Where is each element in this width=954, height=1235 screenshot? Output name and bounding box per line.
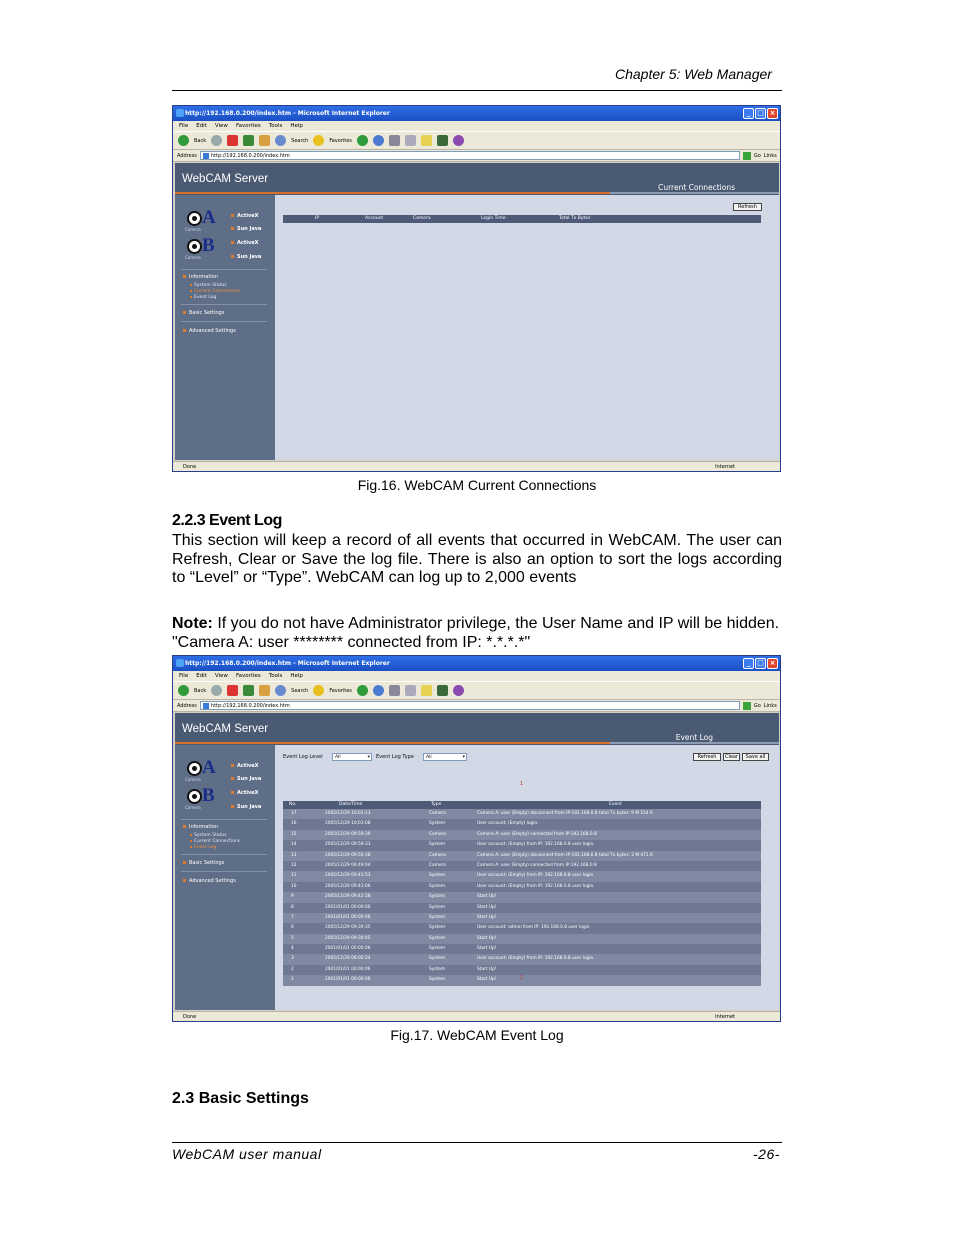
go-button[interactable]: Go [753,702,761,709]
title-bar [173,656,780,671]
camera-a-activex[interactable]: ActiveX [231,763,258,769]
cell-type: Camera [429,811,446,816]
cell-datetime: 2005/12/29 09:43:53 [325,873,371,879]
cell-datetime: 2005/12/29 09:49:04 [325,862,371,868]
status-done: Done [183,464,197,470]
camera-eye-icon [187,761,202,776]
cell-event: User account: admin from IP: 192.168.0.8 user login. [477,925,591,931]
table-row [283,892,761,902]
note-example: "Camera A: user ******** connected from IP: *.*.*.*" [172,634,531,651]
status-bar [173,1011,780,1021]
table-row [283,965,761,975]
event-log-description: This section will keep a record of all events that occurred in WebCAM. The user can Refresh, Clear or Save the log file. There is also an option to sort the logs according to “Level” or “Type”. WebCAM can log up to 2,000 events [172,532,782,586]
sidebar-item-event-log[interactable]: Event Log [190,295,216,300]
col-login-time: Login Time [481,216,506,221]
cell-event: Start Up! [477,904,497,910]
cell-type: System [429,894,446,900]
banner-accent-right [610,192,779,194]
menu-file[interactable]: File [179,673,189,679]
cell-datetime: 2001/01/01 00:00:06 [325,914,371,920]
menu-view[interactable]: View [214,673,228,679]
history-icon[interactable] [373,685,384,696]
sidebar [175,745,275,1010]
folder-icon[interactable] [421,135,432,146]
cell-type: System [429,821,446,827]
camera-b-logo: B Camera [185,235,215,260]
sidebar-divider [181,304,267,305]
messenger-icon[interactable] [437,685,448,696]
cell-no: 11 [291,873,297,879]
cell-no: 3 [291,956,294,962]
menu-edit[interactable]: Edit [196,673,207,679]
sidebar [175,195,275,460]
address-label: Address [177,152,197,159]
cell-event: User account: (Empty) login. [477,821,539,827]
cell-event: Start Up! [477,946,497,952]
back-label[interactable]: Back [194,687,207,694]
search-label[interactable]: Search [291,687,309,694]
favorites-label[interactable]: Favorites [329,137,352,144]
status-done: Done [183,1014,197,1020]
col-no: No. [289,802,297,807]
cell-datetime: 2001/01/01 00:00:06 [325,977,371,983]
table-row [283,809,761,819]
refresh-button[interactable]: Refresh [733,203,762,211]
col-event: Event [609,802,622,807]
home-icon[interactable] [259,685,270,696]
status-zone: Internet [715,1014,735,1020]
cell-event: User account: (Empty) from IP: 192.168.0.8 user login. [477,873,595,879]
menu-file[interactable]: File [179,123,189,129]
event-type-select[interactable]: All ▾ [423,753,467,761]
sidebar-item-system-status[interactable]: System Status [190,283,227,288]
camera-eye-icon [187,211,202,226]
cell-no: 4 [291,946,294,952]
status-zone: Internet [715,464,735,470]
camera-eye-icon [187,789,202,804]
links-label[interactable]: Links [763,702,777,709]
table-row [283,851,761,861]
col-account: Account [365,216,384,221]
page-content [175,713,779,1010]
favorites-icon[interactable] [313,685,324,696]
banner-accent-right [610,742,779,744]
cell-no: 13 [291,852,297,858]
cell-event: Camera A: user (Empty) disconnect from IP:192.168.0.8 total Tx bytes: 9 M 154 K [477,811,653,816]
go-icon[interactable] [743,702,751,710]
sidebar-item-information[interactable]: Information [183,824,218,830]
cell-type: System [429,977,446,983]
chapter-header: Chapter 5: Web Manager [615,66,772,82]
stop-icon[interactable] [227,685,238,696]
footer-manual-title: WebCAM user manual [172,1146,322,1162]
print-icon[interactable] [405,135,416,146]
address-input[interactable]: http://192.168.0.200/index.htm [200,151,740,160]
note-text: If you do not have Administrator privilege, the User Name and IP will be hidden. [212,615,780,632]
col-type: Type [431,802,442,807]
cell-event: Start Up! [477,935,497,941]
camera-eye-icon [187,239,202,254]
app-banner [175,713,779,745]
cell-no: 6 [291,925,294,931]
cell-event: User account: (Empty) from IP: 192.168.0.8 user login. [477,842,595,848]
cell-no: 9 [291,894,294,900]
cell-datetime: 2005/12/29 08:00:24 [325,956,371,962]
table-row [283,819,761,829]
table-row [283,913,761,923]
sidebar-item-event-log[interactable]: Event Log [190,845,216,850]
fig16-caption: Fig.16. WebCAM Current Connections [357,477,597,493]
minimize-icon[interactable]: _ [743,108,754,119]
window-title: http://192.168.0.200/index.htm - Microsoft Internet Explorer [185,660,390,667]
menu-tools[interactable]: Tools [268,123,283,129]
media-icon[interactable] [357,685,368,696]
sidebar-divider [181,819,267,820]
history-icon[interactable] [373,135,384,146]
cell-type: System [429,873,446,879]
cell-event: User account: (Empty) from IP: 192.168.0.8 user login. [477,956,595,962]
go-icon[interactable] [743,152,751,160]
sidebar-divider [181,269,267,270]
camera-a-activex[interactable]: ActiveX [231,213,258,219]
table-row [283,861,761,871]
cell-datetime: 2001/01/01 00:00:06 [325,904,371,910]
col-ip: IP [315,216,320,221]
table-row [283,954,761,964]
save-all-button[interactable]: Save all [742,753,769,761]
cell-event: Camera A: user (Empty) connected from IP:192.168.0.8 [477,862,597,868]
sidebar-item-basic-settings[interactable]: Basic Settings [183,860,224,866]
cell-datetime: 2005/12/29 09:42:58 [325,894,371,900]
favorites-label[interactable]: Favorites [329,687,352,694]
app-title: WebCAM Server [182,723,269,735]
cell-datetime: 2005/12/29 10:03:23 [325,811,371,816]
favorites-icon[interactable] [313,135,324,146]
home-icon[interactable] [259,135,270,146]
col-camera: Camera [413,216,431,221]
clear-button[interactable]: Clear [724,754,739,760]
table-row [283,923,761,933]
browser-toolbar [173,681,780,700]
cell-type: Camera [429,862,446,868]
research-icon[interactable] [453,135,464,146]
sidebar-item-information[interactable]: Information [183,274,218,280]
page-number-top[interactable]: 1 [520,781,524,787]
menu-edit[interactable]: Edit [196,123,207,129]
browser-window-fig16 [172,105,781,472]
sidebar-item-current-connections[interactable]: Current Connections [190,839,240,844]
search-icon[interactable] [275,685,286,696]
forward-icon[interactable] [211,135,222,146]
back-icon[interactable] [178,135,189,146]
search-icon[interactable] [275,135,286,146]
cell-event: Start Up! [477,894,497,900]
cell-no: 10 [291,883,297,889]
cell-event: Start Up! [477,977,497,983]
banner-accent [175,742,610,744]
page-number-bottom[interactable]: 1 [520,975,524,981]
cell-type: System [429,946,446,952]
mail-icon[interactable] [389,685,400,696]
cell-datetime: 2005/12/29 09:39:35 [325,925,371,931]
folder-icon[interactable] [421,685,432,696]
cell-event: Start Up! [477,914,497,920]
cell-type: System [429,904,446,910]
browser-toolbar [173,131,780,150]
cell-type: System [429,935,446,941]
menu-favorites[interactable]: Favorites [235,123,261,129]
note-paragraph [172,614,792,652]
banner-accent [175,192,610,194]
cell-no: 8 [291,904,294,910]
table-header [283,801,761,809]
research-icon[interactable] [453,685,464,696]
menu-tools[interactable]: Tools [268,673,283,679]
cell-type: System [429,842,446,848]
address-label: Address [177,702,197,709]
connections-table-header [283,215,761,223]
table-row [283,830,761,840]
cell-no: 7 [291,914,294,920]
cell-datetime: 2005/12/29 09:59:33 [325,842,371,848]
stop-icon[interactable] [227,135,238,146]
footer-rule [172,1142,782,1143]
cell-no: 14 [291,842,297,848]
close-icon[interactable]: × [767,658,778,669]
print-icon[interactable] [405,685,416,696]
table-row [283,882,761,892]
footer-page-number: -26- [753,1146,780,1162]
cell-type: System [429,883,446,889]
title-bar [173,106,780,121]
event-level-label: Event Log Level [283,754,323,760]
section-heading-event-log: 2.2.3 Event Log [172,512,282,529]
ie-icon [176,109,184,117]
minimize-icon[interactable]: _ [743,658,754,669]
table-row [283,944,761,954]
camera-a-logo: A Camera [185,757,216,782]
sidebar-item-system-status[interactable]: System Status [190,833,227,838]
fig17-caption: Fig.17. WebCAM Event Log [390,1027,564,1043]
cell-type: System [429,914,446,920]
cell-event: Start Up! [477,966,497,972]
camera-a-sunjava[interactable]: Sun Java [231,776,261,782]
camera-a-sunjava[interactable]: Sun Java [231,226,261,232]
window-title: http://192.168.0.200/index.htm - Microsoft Internet Explorer [185,110,390,117]
sidebar-item-advanced-settings[interactable]: Advanced Settings [183,878,236,884]
back-icon[interactable] [178,685,189,696]
maximize-icon[interactable]: □ [755,658,766,669]
address-input[interactable]: http://192.168.0.200/index.htm [200,701,740,710]
links-label[interactable]: Links [763,152,777,159]
camera-a-logo: A Camera [185,207,216,232]
media-icon[interactable] [357,135,368,146]
sidebar-divider [181,321,267,322]
camera-b-sunjava[interactable]: Sun Java [231,804,261,810]
sidebar-item-basic-settings[interactable]: Basic Settings [183,310,224,316]
cell-type: System [429,966,446,972]
cell-datetime: 2005/12/29 10:03:08 [325,821,371,827]
menu-view[interactable]: View [214,123,228,129]
browser-window-fig17 [172,655,781,1022]
cell-no: 5 [291,935,294,941]
cell-type: Camera [429,852,446,858]
cell-no: 1 [291,977,294,983]
cell-datetime: 2005/12/29 09:30:45 [325,935,371,941]
cell-event: Camera A: user (Empty) disconnect from IP:192.168.0.8 total Tx bytes: 2 M 471 K [477,852,653,858]
page-content [175,163,779,460]
cell-datetime: 2005/12/29 09:43:06 [325,883,371,889]
app-title: WebCAM Server [182,173,269,185]
section-title: Current Connections [658,183,735,192]
cell-datetime: 2001/01/01 00:00:06 [325,966,371,972]
address-bar [173,700,780,712]
close-icon[interactable]: × [767,108,778,119]
messenger-icon[interactable] [437,135,448,146]
maximize-icon[interactable]: □ [755,108,766,119]
cell-datetime: 2005/12/29 09:59:39 [325,831,371,837]
cell-no: 17 [291,811,297,816]
note-label: Note: [172,615,213,632]
back-label[interactable]: Back [194,137,207,144]
section-heading-basic-settings: 2.3 Basic Settings [172,1090,309,1107]
menu-bar [173,121,780,131]
event-level-select[interactable]: All ▾ [332,753,372,761]
forward-icon[interactable] [211,685,222,696]
table-row [283,840,761,850]
address-bar [173,150,780,162]
cell-no: 12 [291,862,297,868]
mail-icon[interactable] [389,135,400,146]
ie-icon [176,659,184,667]
sidebar-item-advanced-settings[interactable]: Advanced Settings [183,328,236,334]
table-row [283,903,761,913]
sidebar-divider [181,871,267,872]
camera-b-activex[interactable]: ActiveX [231,240,258,246]
cell-type: System [429,956,446,962]
section-title: Event Log [675,733,713,742]
event-log-table [283,801,761,986]
menu-help[interactable]: Help [290,673,303,679]
cell-no: 15 [291,831,297,837]
sidebar-divider [181,854,267,855]
cell-type: Camera [429,831,446,837]
table-row [283,934,761,944]
cell-type: System [429,925,446,931]
cell-event: User account: (Empty) from IP: 192.168.0.8 user login. [477,883,595,889]
menu-favorites[interactable]: Favorites [235,673,261,679]
header-rule [172,90,782,91]
cell-no: 16 [291,821,297,827]
refresh-icon[interactable] [243,685,254,696]
camera-b-activex[interactable]: ActiveX [231,790,258,796]
cell-event: Camera A: user (Empty) connected from IP:192.168.0.8 [477,831,597,837]
refresh-button[interactable]: Refresh [693,753,721,761]
col-total-tx-bytes: Total Tx Bytes [559,216,591,221]
event-type-label: Event Log Type [376,754,414,760]
refresh-icon[interactable] [243,135,254,146]
cell-datetime: 2005/12/29 09:50:38 [325,852,371,858]
camera-b-logo: B Camera [185,785,215,810]
sidebar-item-current-connections[interactable]: Current Connections [190,289,240,294]
app-banner [175,163,779,195]
menu-bar [173,671,780,681]
status-bar [173,461,780,471]
camera-b-sunjava[interactable]: Sun Java [231,254,261,260]
col-datetime: Date/Time [339,802,363,807]
cell-no: 2 [291,966,294,972]
table-row [283,871,761,881]
search-label[interactable]: Search [291,137,309,144]
go-button[interactable]: Go [753,152,761,159]
cell-datetime: 2001/01/01 00:00:06 [325,946,371,952]
menu-help[interactable]: Help [290,123,303,129]
